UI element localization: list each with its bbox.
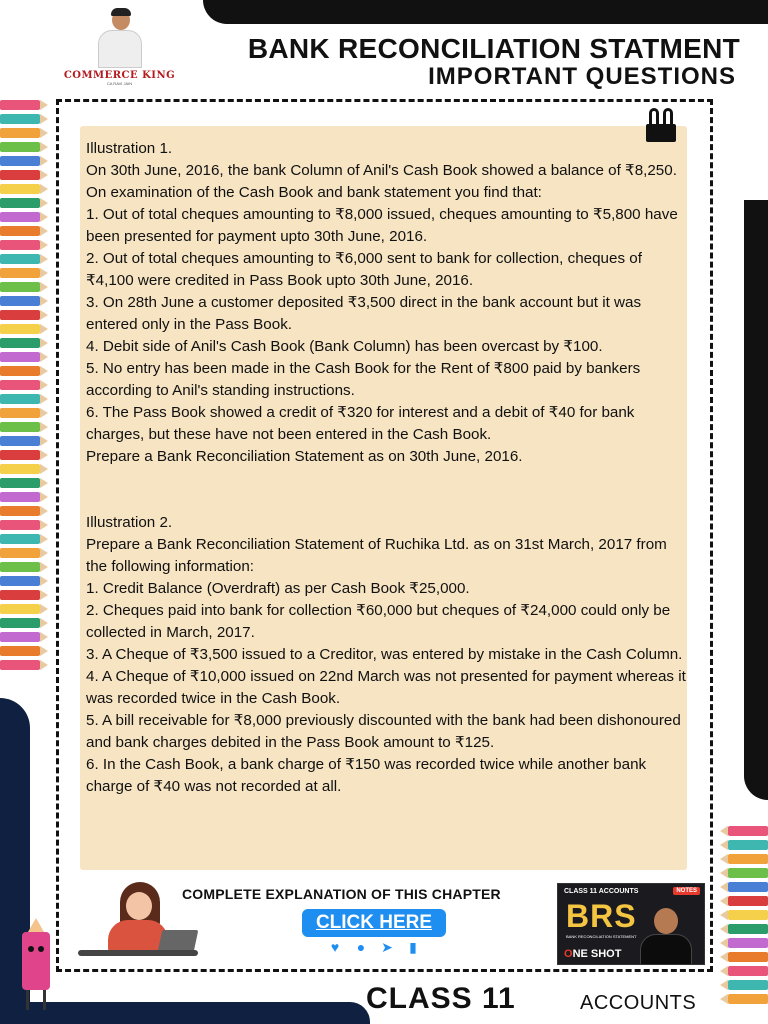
illustration2-heading: Illustration 2. [86, 514, 173, 531]
pencil-icon [0, 562, 40, 572]
corner-decoration-right [744, 200, 768, 800]
pencil-icon [0, 324, 40, 334]
illustration2-intro: Prepare a Bank Reconciliation Statement of Ruchika Ltd. as on 31st March, 2017 from the following information: [86, 536, 667, 575]
pencil-icon [728, 966, 768, 976]
pencil-icon [0, 604, 40, 614]
pencil-icon [0, 534, 40, 544]
pencil-icon [0, 380, 40, 390]
pencil-icon [0, 436, 40, 446]
pencil-icon [0, 590, 40, 600]
pencil-icon [0, 576, 40, 586]
questions-content [86, 138, 686, 798]
pencil-icon [728, 994, 768, 1004]
pencil-icon [0, 128, 40, 138]
pencil-icon [0, 646, 40, 656]
pencil-icon [0, 170, 40, 180]
footer-class-label: CLASS 11 [366, 982, 516, 1015]
send-icon[interactable]: ➤ [381, 939, 393, 955]
girl-studying-illustration [68, 880, 200, 970]
pencil-icon [0, 366, 40, 376]
illustration1-item: 6. The Pass Book showed a credit of ₹320 for interest and a debit of ₹40 for bank charges, but these have not been entered in the Cash Book. [86, 404, 635, 443]
illustration1-item: 3. On 28th June a customer deposited ₹3,500 direct in the bank account but it was entered only in the Pass Book. [86, 294, 642, 333]
pencil-icon [728, 952, 768, 962]
click-here-button[interactable]: CLICK HERE [302, 909, 446, 937]
pencil-icon [728, 938, 768, 948]
pencil-stack-left [0, 100, 40, 670]
illustration2-item: 5. A bill receivable for ₹8,000 previously discounted with the bank had been dishonoured and bank charges debited in the Pass Book amount to ₹125. [86, 712, 681, 751]
pencil-icon [0, 408, 40, 418]
thumbnail-oneshot: ONE SHOT [564, 948, 622, 960]
pencil-icon [728, 910, 768, 920]
illustration1-intro: On 30th June, 2016, the bank Column of Anil's Cash Book showed a balance of ₹8,250. On examination of the Cash Book and bank statement you find that: [86, 162, 677, 201]
pencil-icon [0, 310, 40, 320]
pencil-icon [0, 114, 40, 124]
illustration2-item: 4. A Cheque of ₹10,000 issued on 22nd March was not presented for payment whereas it was recorded twice in the Cash Book. [86, 668, 686, 707]
pencil-icon [0, 268, 40, 278]
brand-name: COMMERCE KING [63, 70, 176, 81]
pencil-icon [0, 240, 40, 250]
pencil-icon [728, 882, 768, 892]
pencil-icon [728, 840, 768, 850]
search-icon[interactable]: ● [356, 939, 366, 955]
pencil-icon [0, 282, 40, 292]
pencil-icon [0, 184, 40, 194]
illustration2-item: 6. In the Cash Book, a bank charge of ₹150 was recorded twice while another bank charge of ₹40 was not recorded at all. [86, 756, 647, 795]
pencil-icon [0, 660, 40, 670]
pencil-icon [0, 100, 40, 110]
pencil-icon [0, 548, 40, 558]
pencil-icon [0, 296, 40, 306]
pencil-icon [0, 506, 40, 516]
pencil-icon [0, 198, 40, 208]
pencil-icon [728, 980, 768, 990]
illustration1-item: 5. No entry has been made in the Cash Book for the Rent of ₹800 paid by bankers according to Anil's standing instructions. [86, 360, 641, 399]
heart-icon[interactable]: ♥ [330, 939, 340, 955]
pencil-icon [0, 142, 40, 152]
social-icons [328, 940, 420, 954]
pencil-icon [0, 422, 40, 432]
pencil-icon [0, 520, 40, 530]
thumbnail-presenter [636, 904, 696, 965]
pencil-icon [728, 896, 768, 906]
thumbnail-class-label: CLASS 11 ACCOUNTS [564, 888, 639, 895]
corner-decoration-top [203, 0, 768, 24]
bookmark-icon[interactable]: ▮ [409, 939, 417, 955]
video-thumbnail[interactable] [557, 883, 705, 965]
pencil-icon [0, 394, 40, 404]
pencil-icon [0, 212, 40, 222]
illustration2-item: 3. A Cheque of ₹3,500 issued to a Creditor, was entered by mistake in the Cash Column. [86, 646, 683, 663]
illustration2-item: 2. Cheques paid into bank for collection ₹60,000 but cheques of ₹24,000 could only be collected in March, 2017. [86, 602, 671, 641]
illustration1-item: 2. Out of total cheques amounting to ₹6,000 sent to bank for collection, cheques of ₹4,100 were credited in Pass Book upto 30th June, 2016. [86, 250, 642, 289]
pencil-icon [0, 450, 40, 460]
illustration2-item: 1. Credit Balance (Overdraft) as per Cash Book ₹25,000. [86, 580, 470, 597]
pencil-icon [728, 868, 768, 878]
brand-subtitle: CA RAVI JAIN [106, 81, 133, 86]
page-title: BANK RECONCILIATION STATMENT [247, 33, 740, 64]
pencil-mascot-icon [12, 918, 60, 1014]
page-subtitle: IMPORTANT QUESTIONS [428, 63, 736, 90]
pencil-icon [0, 254, 40, 264]
pencil-icon [0, 352, 40, 362]
pencil-icon [0, 338, 40, 348]
thumbnail-subtitle: BANK RECONCILIATION STATEMENT [566, 934, 637, 939]
illustration1-task: Prepare a Bank Reconciliation Statement as on 30th June, 2016. [86, 448, 523, 465]
pencil-icon [0, 618, 40, 628]
pencil-icon [728, 854, 768, 864]
pencil-icon [0, 478, 40, 488]
illustration1-item: 1. Out of total cheques amounting to ₹8,000 issued, cheques amounting to ₹5,800 have been presented for payment upto 30th June, 2016. [86, 206, 678, 245]
pencil-icon [0, 226, 40, 236]
logo-person-icon [94, 8, 146, 68]
thumbnail-title: BRS [566, 898, 637, 934]
pencil-icon [0, 632, 40, 642]
thumbnail-notes-badge: NOTES [673, 887, 700, 895]
pencil-icon [728, 826, 768, 836]
pencil-icon [728, 924, 768, 934]
pencil-icon [0, 492, 40, 502]
footer-subject-label: ACCOUNTS [580, 992, 697, 1014]
illustration1-heading: Illustration 1. [86, 140, 173, 157]
pencil-icon [0, 156, 40, 166]
explanation-caption: COMPLETE EXPLANATION OF THIS CHAPTER [182, 886, 501, 902]
pencil-icon [0, 464, 40, 474]
brand-logo[interactable] [62, 8, 177, 96]
pencil-stack-right [728, 826, 768, 1004]
illustration1-item: 4. Debit side of Anil's Cash Book (Bank Column) has been overcast by ₹100. [86, 338, 603, 355]
